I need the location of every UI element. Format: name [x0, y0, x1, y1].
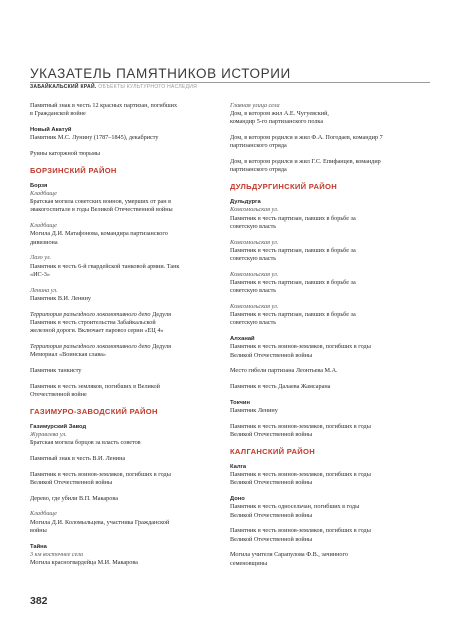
location-detail: Журавлева ул.	[30, 430, 67, 438]
entry-text-line: Могила Д.И. Коломыльцева, участника Гражданской	[30, 518, 170, 526]
location-mid: разъездного локомотивного депо	[61, 342, 153, 350]
entry-text-line: Великой Отечественной войны	[230, 431, 313, 439]
page-number: 382	[30, 595, 48, 607]
entry-text-line: Памятник в честь партизан, павших в борьбе за	[230, 311, 356, 319]
entry-text-line: Могила красногвардейца М.И. Макарова	[30, 559, 138, 567]
monument-entry	[230, 303, 426, 328]
header-title: УКАЗАТЕЛЬ ПАМЯТНИКОВ ИСТОРИИ	[30, 66, 291, 81]
section-heading: ГАЗИМУРО-ЗАВОДСКИЙ РАЙОН	[30, 406, 158, 416]
monument-entry	[30, 343, 226, 359]
locality-name: Калга	[230, 464, 247, 471]
location-mid: разъездного локомотивного депо	[61, 310, 153, 318]
location-detail: Комсомольская ул.	[230, 238, 279, 246]
entry-text-line: Отечественной войне	[30, 390, 87, 398]
entry-text-line: Памятник в честь строительства Забайкальской	[30, 318, 156, 326]
entry-text-line: советскую власть	[230, 255, 277, 263]
entry-text-line: Памятник В.И. Ленину	[30, 294, 92, 302]
monument-entry	[30, 383, 226, 399]
entry-text-line: Дом, в котором родился и жил Г.С. Епифанцев, командир	[230, 158, 381, 166]
monument-entry	[230, 335, 426, 360]
entry-text-line: Памятник в честь земляков, погибших в Великой	[30, 382, 160, 390]
entry-text-line: Великой Отечественной войны	[30, 478, 113, 486]
entry-text-line: Памятник в честь 6-й гвардейской танковой армии. Танк	[30, 262, 180, 270]
entry-text-line: Памятник Ленину	[230, 407, 278, 415]
entry-text-line: Великой Отечественной войны	[230, 479, 313, 487]
entry-text-line: советскую власть	[230, 287, 277, 295]
monument-entry	[230, 551, 426, 567]
section-heading: ДУЛЬДУРГИНСКИЙ РАЙОН	[230, 182, 338, 192]
entry-text-line: Памятник в честь Далаева Жамсарана	[230, 383, 331, 391]
entry-text-line: Руины каторжной тюрьмы	[30, 150, 101, 157]
location-suffix: Дедуля	[152, 342, 171, 350]
entry-text-line: Великой Отечественной войны	[230, 511, 313, 519]
locality-name: Доно	[230, 496, 245, 503]
entry-text-line: Памятник в честь воинов-земляков, погибших в годы	[230, 423, 371, 431]
entry-text-line: Памятник в честь партизан, павших в борьбе за	[230, 246, 356, 254]
locality-name: Алханай	[230, 336, 255, 343]
entry-text-line: Памятник в честь воинов-земляков, погибших в годы	[230, 343, 371, 351]
monument-entry	[30, 471, 226, 487]
entry-text-line: дивизиона	[30, 238, 58, 246]
monument-entry	[30, 102, 226, 118]
monument-entry	[230, 527, 426, 543]
entry-text-line: Великой Отечественной войны	[230, 351, 313, 359]
monument-entry	[30, 126, 226, 142]
entry-text-line: Дом, в котором жил А.Е. Чугуевский,	[230, 110, 329, 118]
entry-text-line: Памятник в честь воинов-земляков, погибших в годы	[230, 527, 371, 535]
entry-text-line: Дерево, где убили В.П. Макарова	[30, 494, 118, 502]
locality-name: Новый Акатуй	[30, 127, 72, 133]
location-detail: Кладбище	[30, 222, 57, 230]
monument-entry	[230, 423, 426, 439]
monument-entry	[230, 102, 426, 127]
entry-text-line: Могила Д.И. Матафонова, командира партизанского	[30, 230, 168, 238]
monument-entry	[30, 543, 226, 568]
entry-text-line: Памятник в честь партизан, павших в борьбе за	[230, 279, 356, 287]
monument-entry	[230, 367, 426, 375]
locality-name: Токчин	[230, 400, 250, 407]
entry-text-line: Памятник М.С. Лунину (1787–1845), декабристу	[30, 134, 159, 142]
entry-text-line: Памятник в честь воинов-земляков, погибших в годы	[230, 471, 371, 479]
entry-text-line: Братская могила советских воинов, умерших от ран в	[30, 198, 172, 206]
monument-entry	[230, 239, 426, 264]
locality-name: Тайна	[30, 543, 47, 550]
right-column	[230, 102, 426, 575]
subtitle-series: ОБЪЕКТЫ КУЛЬТУРНОГО НАСЛЕДИЯ	[98, 84, 198, 90]
location-detail: Кладбище	[30, 510, 57, 518]
location-detail: Лазо ул.	[30, 254, 52, 262]
entry-text-line: Братская могила борцов за власть советов	[30, 439, 141, 447]
location-detail: Комсомольская ул.	[230, 206, 279, 214]
location-detail: Кладбище	[30, 190, 57, 197]
entry-text-line	[30, 311, 226, 319]
location-detail: Комсомольская ул.	[230, 303, 279, 311]
entry-text-line: Памятник танкисту	[30, 366, 82, 374]
monument-entry	[30, 182, 226, 215]
section-heading: КАЛГАНСКИЙ РАЙОН	[230, 447, 316, 457]
monument-entry	[230, 495, 426, 520]
monument-entry	[30, 367, 226, 375]
monument-entry	[30, 150, 226, 158]
entry-text-line: семеновщины	[230, 559, 268, 567]
location-detail: Комсомольская ул.	[230, 270, 279, 278]
monument-entry	[30, 423, 226, 448]
monument-entry	[230, 463, 426, 488]
entry-text-line: Памятный знак в честь 12 красных партизан, погибших	[30, 102, 178, 109]
left-column	[30, 102, 226, 575]
monument-entry	[30, 311, 226, 336]
entry-text-line: Памятник в честь партизан, павших в борьбе за	[230, 214, 356, 222]
monument-entry	[230, 271, 426, 296]
subtitle-region: ЗАБАЙКАЛЬСКИЙ КРАЙ.	[30, 84, 97, 90]
location-detail: Главная улица села	[230, 102, 280, 109]
monument-entry	[230, 134, 426, 150]
entry-text-line: Памятный знак в честь В.И. Ленина	[30, 454, 126, 462]
entry-text-line: Мемориал «Воинская слава»	[30, 351, 107, 359]
entry-text-line: Дом, в котором родился и жил Ф.А. Погодаев, командир 7	[230, 134, 383, 142]
entry-text-line: «ИС-3»	[30, 270, 50, 278]
monument-entry	[30, 495, 226, 503]
locality-name: Борзя	[30, 182, 48, 189]
location-prefix: Территория	[30, 310, 62, 318]
locality-name: Дульдурга	[230, 199, 261, 206]
section-heading: БОРЗИНСКИЙ РАЙОН	[30, 165, 117, 175]
monument-entry	[30, 222, 226, 247]
monument-entry	[30, 254, 226, 279]
entry-text-line: в Гражданской войне	[30, 110, 86, 118]
entry-text-line: эвакогоспитале в годы Великой Отечественной войны	[30, 206, 173, 214]
entry-text-line: Место гибели партизана Леонтьева М.А.	[230, 367, 338, 375]
entry-text-line: Памятник в честь односельчан, погибших в годы	[230, 503, 360, 511]
entry-text-line: партизанского отряда	[230, 142, 287, 150]
entry-text-line: железной дороги. Включает паровоз серии «ЕЦ 4»	[30, 327, 164, 335]
entry-text-line: Памятник в честь воинов-земляков, погибших в годы	[30, 470, 171, 478]
location-detail: Ленина ул.	[30, 286, 58, 294]
monument-entry	[230, 399, 426, 415]
location-suffix: Дедуля	[152, 310, 171, 318]
locality-name: Газимурский Завод	[30, 423, 87, 430]
entry-text-line: партизанского отряда	[230, 166, 287, 174]
entry-text-line: советскую власть	[230, 319, 277, 327]
monument-entry	[30, 510, 226, 535]
monument-entry	[30, 287, 226, 303]
entry-text-line: Могила учителя Сарапулова Ф.В., зачинного	[230, 551, 348, 559]
location-prefix: Территория	[30, 342, 62, 350]
entry-text-line	[30, 343, 226, 351]
header-subtitle	[30, 84, 197, 90]
monument-entry	[30, 455, 226, 463]
monument-entry	[230, 198, 426, 231]
monument-entry	[230, 158, 426, 174]
location-detail: 3 км восточнее села	[30, 550, 84, 558]
entry-text-line: войны	[30, 526, 47, 534]
entry-text-line: командир 5-го партизанского полка	[230, 118, 324, 126]
header-rule	[30, 82, 430, 83]
monument-entry	[230, 383, 426, 391]
entry-text-line: Великой Отечественной войны	[230, 535, 313, 543]
entry-text-line: советскую власть	[230, 222, 277, 230]
